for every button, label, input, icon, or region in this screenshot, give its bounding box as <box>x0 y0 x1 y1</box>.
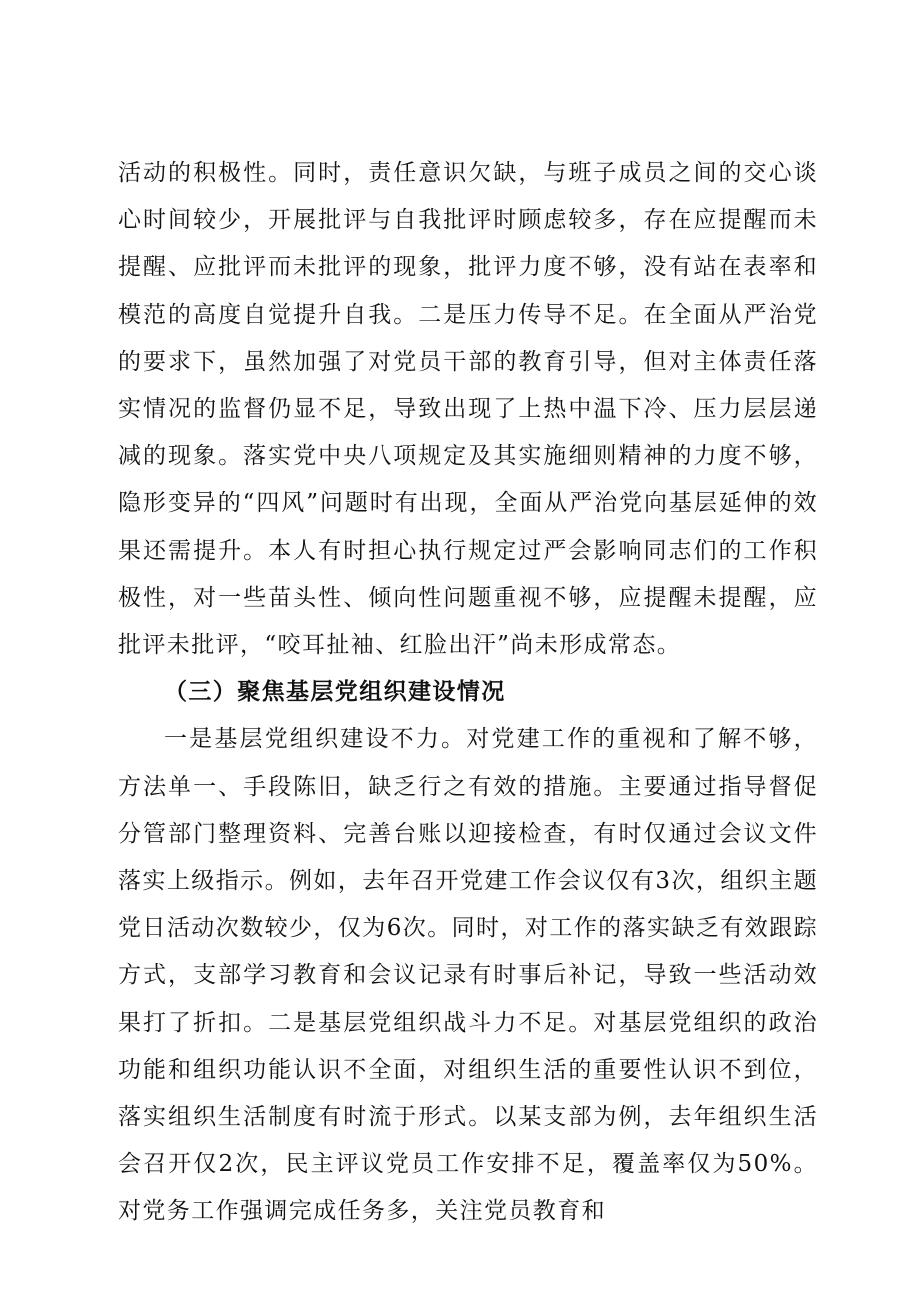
body-paragraph-1: 活动的积极性。同时，责任意识欠缺，与班子成员之间的交心谈心时间较少，开展批评与自我批评时顾虑较多，存在应提醒而未提醒、应批评而未批评的现象，批评力度不够，没有站在表率和模范的高度自觉提升自我。二是压力传导不足。在全面从严治党的要求下，虽然加强了对党员干部的教育引导，但对主体责任落实情况的监督仍显不足，导致出现了上热中温下冷、压力层层递减的现象。落实党中央八项规定及其实施细则精神的力度不够，隐形变异的“四风”问题时有出现，全面从严治党向基层延伸的效果还需提升。本人有时担心执行规定过严会影响同志们的工作积极性，对一些苗头性、倾向性问题重视不够，应提醒未提醒，应批评未批评，“咬耳扯袖、红脸出汗”尚未形成常态。 <box>118 160 818 659</box>
document-body <box>118 150 818 1236</box>
body-paragraph-2: 一是基层党组织建设不力。对党建工作的重视和了解不够，方法单一、手段陈旧，缺乏行之有效的措施。主要通过指导督促分管部门整理资料、完善台账以迎接检查，有时仅通过会议文件落实上级指示。例如，去年召开党建工作会议仅有3次，组织主题党日活动次数较少，仅为6次。同时，对工作的落实缺乏有效跟踪方式，支部学习教育和会议记录有时事后补记，导致一些活动效果打了折扣。二是基层党组织战斗力不足。对基层党组织的政治功能和组织功能认识不全面，对组织生活的重要性认识不到位，落实组织生活制度有时流于形式。以某支部为例，去年组织生活会召开仅2次，民主评议党员工作安排不足，覆盖率仅为50%。对党务工作强调完成任务多，关注党员教育和 <box>118 726 818 1225</box>
section-heading: （三）聚焦基层党组织建设情况 <box>164 679 506 706</box>
